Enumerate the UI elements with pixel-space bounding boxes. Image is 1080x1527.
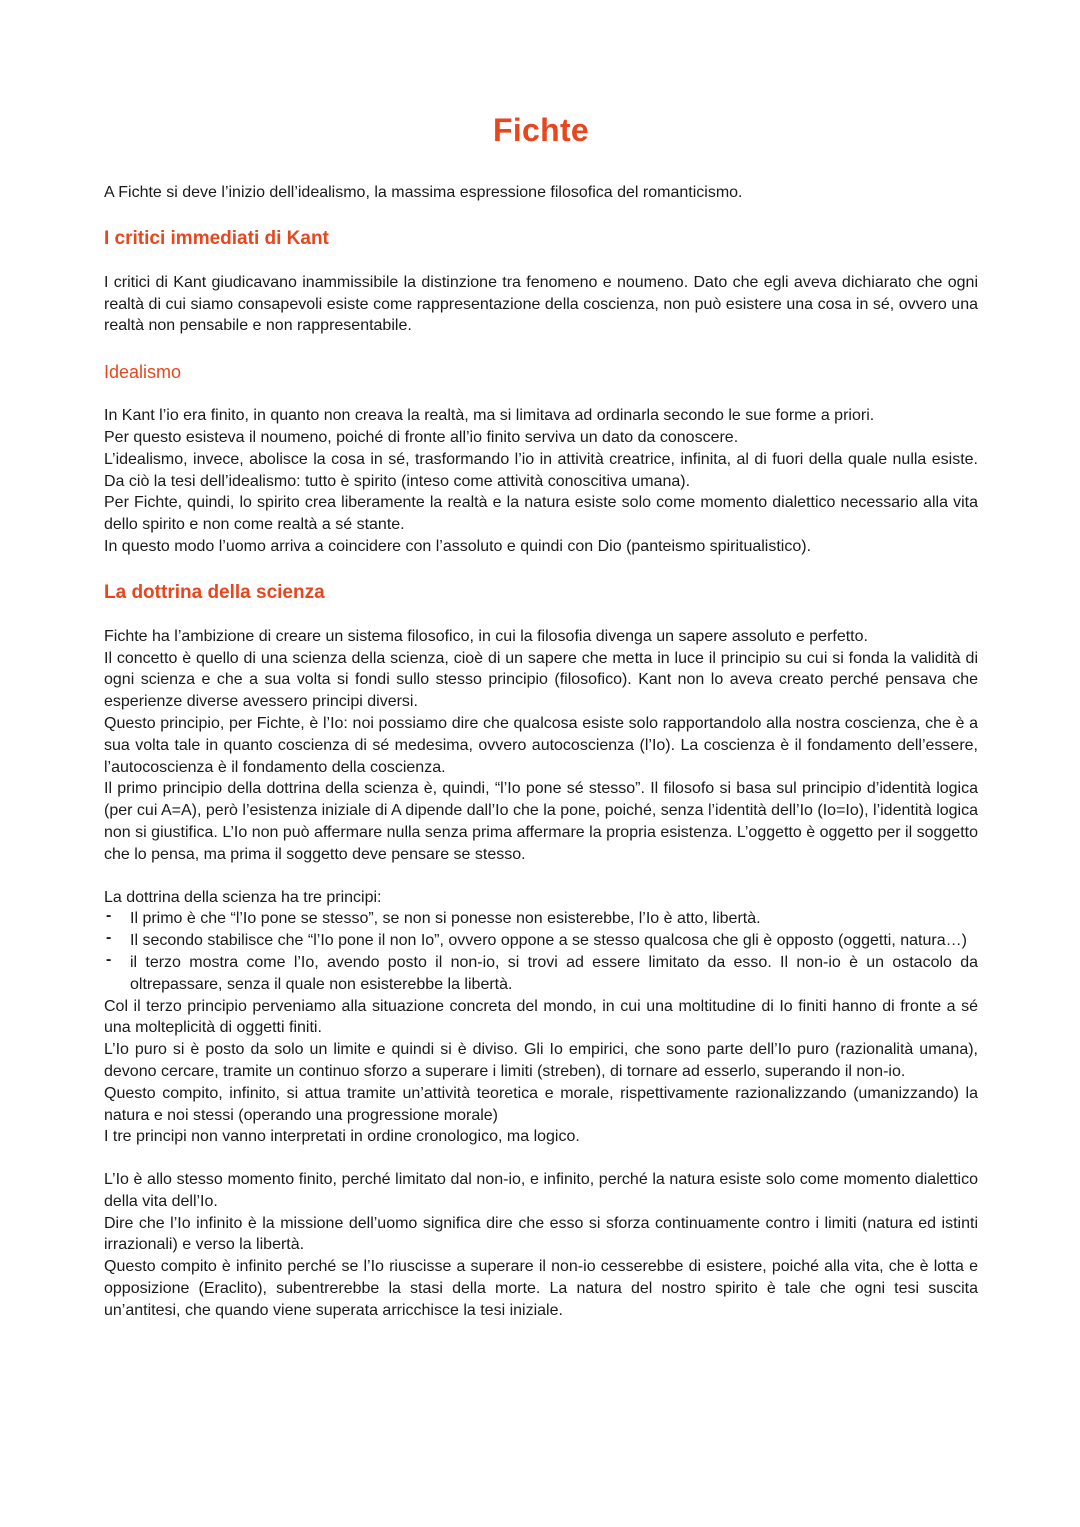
paragraph: I tre principi non vanno interpretati in ordine cronologico, ma logico. [104, 1128, 580, 1146]
paragraph: Il primo principio della dottrina della scienza è, quindi, “l’Io pone sé stesso”. Il filosofo si basa sul principio d’identità logica (per cui A=A), però l’esistenza iniziale di A dipende dall’Io che la pone, poiché, senza l’identità dell’Io (Io=Io), l’identità logica non si giustifica. L’Io non può affermare nulla senza prima affermare la propria esistenza. L’oggetto è oggetto per il soggetto che lo pensa, ma prima il soggetto deve pensare se stesso. [104, 780, 978, 863]
list-item: - Il primo è che “l’Io pone se stesso”, se non si ponesse non esisterebbe, l’Io è atto, libertà. [104, 908, 978, 930]
section-body-idealismo [104, 405, 978, 558]
paragraph: In questo modo l’uomo arriva a coincidere con l’assoluto e quindi con Dio (panteismo spiritualistico). [104, 537, 812, 555]
paragraph: Fichte ha l’ambizione di creare un sistema filosofico, in cui la filosofia divenga un sapere assoluto e perfetto. [104, 627, 868, 645]
page-title: Fichte [492, 112, 590, 148]
section-heading-idealismo: Idealismo [104, 362, 182, 383]
paragraph: Questo compito è infinito perché se l’Io riuscisse a superare il non-io cesserebbe di esistere, poiché alla vita, che è lotta e opposizione (Eraclito), subentrerebbe la stasi della morte. La natura del nostro spirito è tale che ogni tesi suscita un’antitesi, che quando viene superata arricchisce la tesi iniziale. [104, 1258, 978, 1319]
principles-list [104, 908, 978, 995]
section-heading-dottrina: La dottrina della scienza [104, 581, 325, 603]
paragraph: Questo principio, per Fichte, è l’Io: noi possiamo dire che qualcosa esiste solo rapportandolo alla nostra coscienza, che è a sua volta tale in quanto coscienza di sé medesima, ovvero autocoscienza (l’Io). La coscienza è il fondamento dell’essere, l’autocoscienza è il fondamento della coscienza. [104, 714, 978, 776]
paragraph: L’idealismo, invece, abolisce la cosa in sé, trasformando l’io in attività creatrice, infinita, al di fuori della quale nulla esiste. Da ciò la tesi dell’idealismo: tutto è spirito (inteso come attività conoscitiva umana). [104, 450, 978, 490]
paragraph: Col il terzo principio perveniamo alla situazione concreta del mondo, in cui una moltitudine di Io finiti hanno di fronte a sé una molteplicità di oggetti finiti. [104, 997, 978, 1037]
paragraph: Questo compito, infinito, si attua tramite un’attività teoretica e morale, rispettivamente razionalizzando (umanizzando) la natura e noi stessi (operando una progressione morale) [104, 1084, 978, 1124]
paragraph: L’Io è allo stesso momento finito, perché limitato dal non-io, e infinito, perché la natura esiste solo come momento dialettico della vita dell’Io. [104, 1171, 978, 1210]
list-intro: La dottrina della scienza ha tre principi: [104, 888, 382, 906]
paragraph: Dire che l’Io infinito è la missione dell’uomo significa dire che esso si sforza continuamente contro i limiti (natura ed istinti irrazionali) e verso la libertà. [104, 1214, 978, 1254]
paragraph: I critici di Kant giudicavano inammissibile la distinzione tra fenomeno e noumeno. Dato che egli aveva dichiarato che ogni realtà di cui siamo consapevoli esiste come rappresentazione della coscienza, non può esistere una cosa in sé, ovvero una realtà non pensabile e non rappresentabile. [104, 273, 978, 335]
list-item: - Il secondo stabilisce che “l’Io pone il non Io”, ovvero oppone a se stesso qualcosa che gli è opposto (oggetti, natura…) [104, 930, 978, 952]
paragraph: Il concetto è quello di una scienza della scienza, cioè di un sapere che metta in luce il principio su cui si fonda la validità di ogni scienza e che a sua volta si fondi sullo stesso principio (filosofico). Kant non lo aveva creato perché pensava che esperienze diverse avessero principi diversi. [104, 649, 978, 711]
intro-paragraph: A Fichte si deve l’inizio dell’idealismo, la massima espressione filosofica del romanticismo. [104, 184, 743, 201]
list-item: - il terzo mostra come l’Io, avendo posto il non-io, si trovi ad essere limitato da esso. Il non-io è un ostacolo da oltrepassare, senza il quale non esisterebbe la libertà. [104, 952, 978, 996]
paragraph: In Kant l’io era finito, in quanto non creava la realtà, ma si limitava ad ordinarla secondo le sue forme a priori. [104, 407, 875, 425]
paragraph: L’Io puro si è posto da solo un limite e quindi si è diviso. Gli Io empirici, che sono parte dell’Io puro (razionalità umana), devono cercare, tramite un continuo sforzo a superare i limiti (streben), di tornare ad esserlo, superando il non-io. [104, 1041, 978, 1080]
document-page [104, 0, 978, 1322]
paragraph: Per Fichte, quindi, lo spirito crea liberamente la realtà e la natura esiste solo come momento dialettico necessario alla vita dello spirito e non come realtà a sé stante. [104, 494, 978, 534]
paragraph: Per questo esisteva il noumeno, poiché di fronte all’io finito serviva un dato da conoscere. [104, 428, 739, 446]
section-heading-critici: I critici immediati di Kant [104, 227, 329, 249]
section-body-dottrina [104, 626, 978, 1322]
